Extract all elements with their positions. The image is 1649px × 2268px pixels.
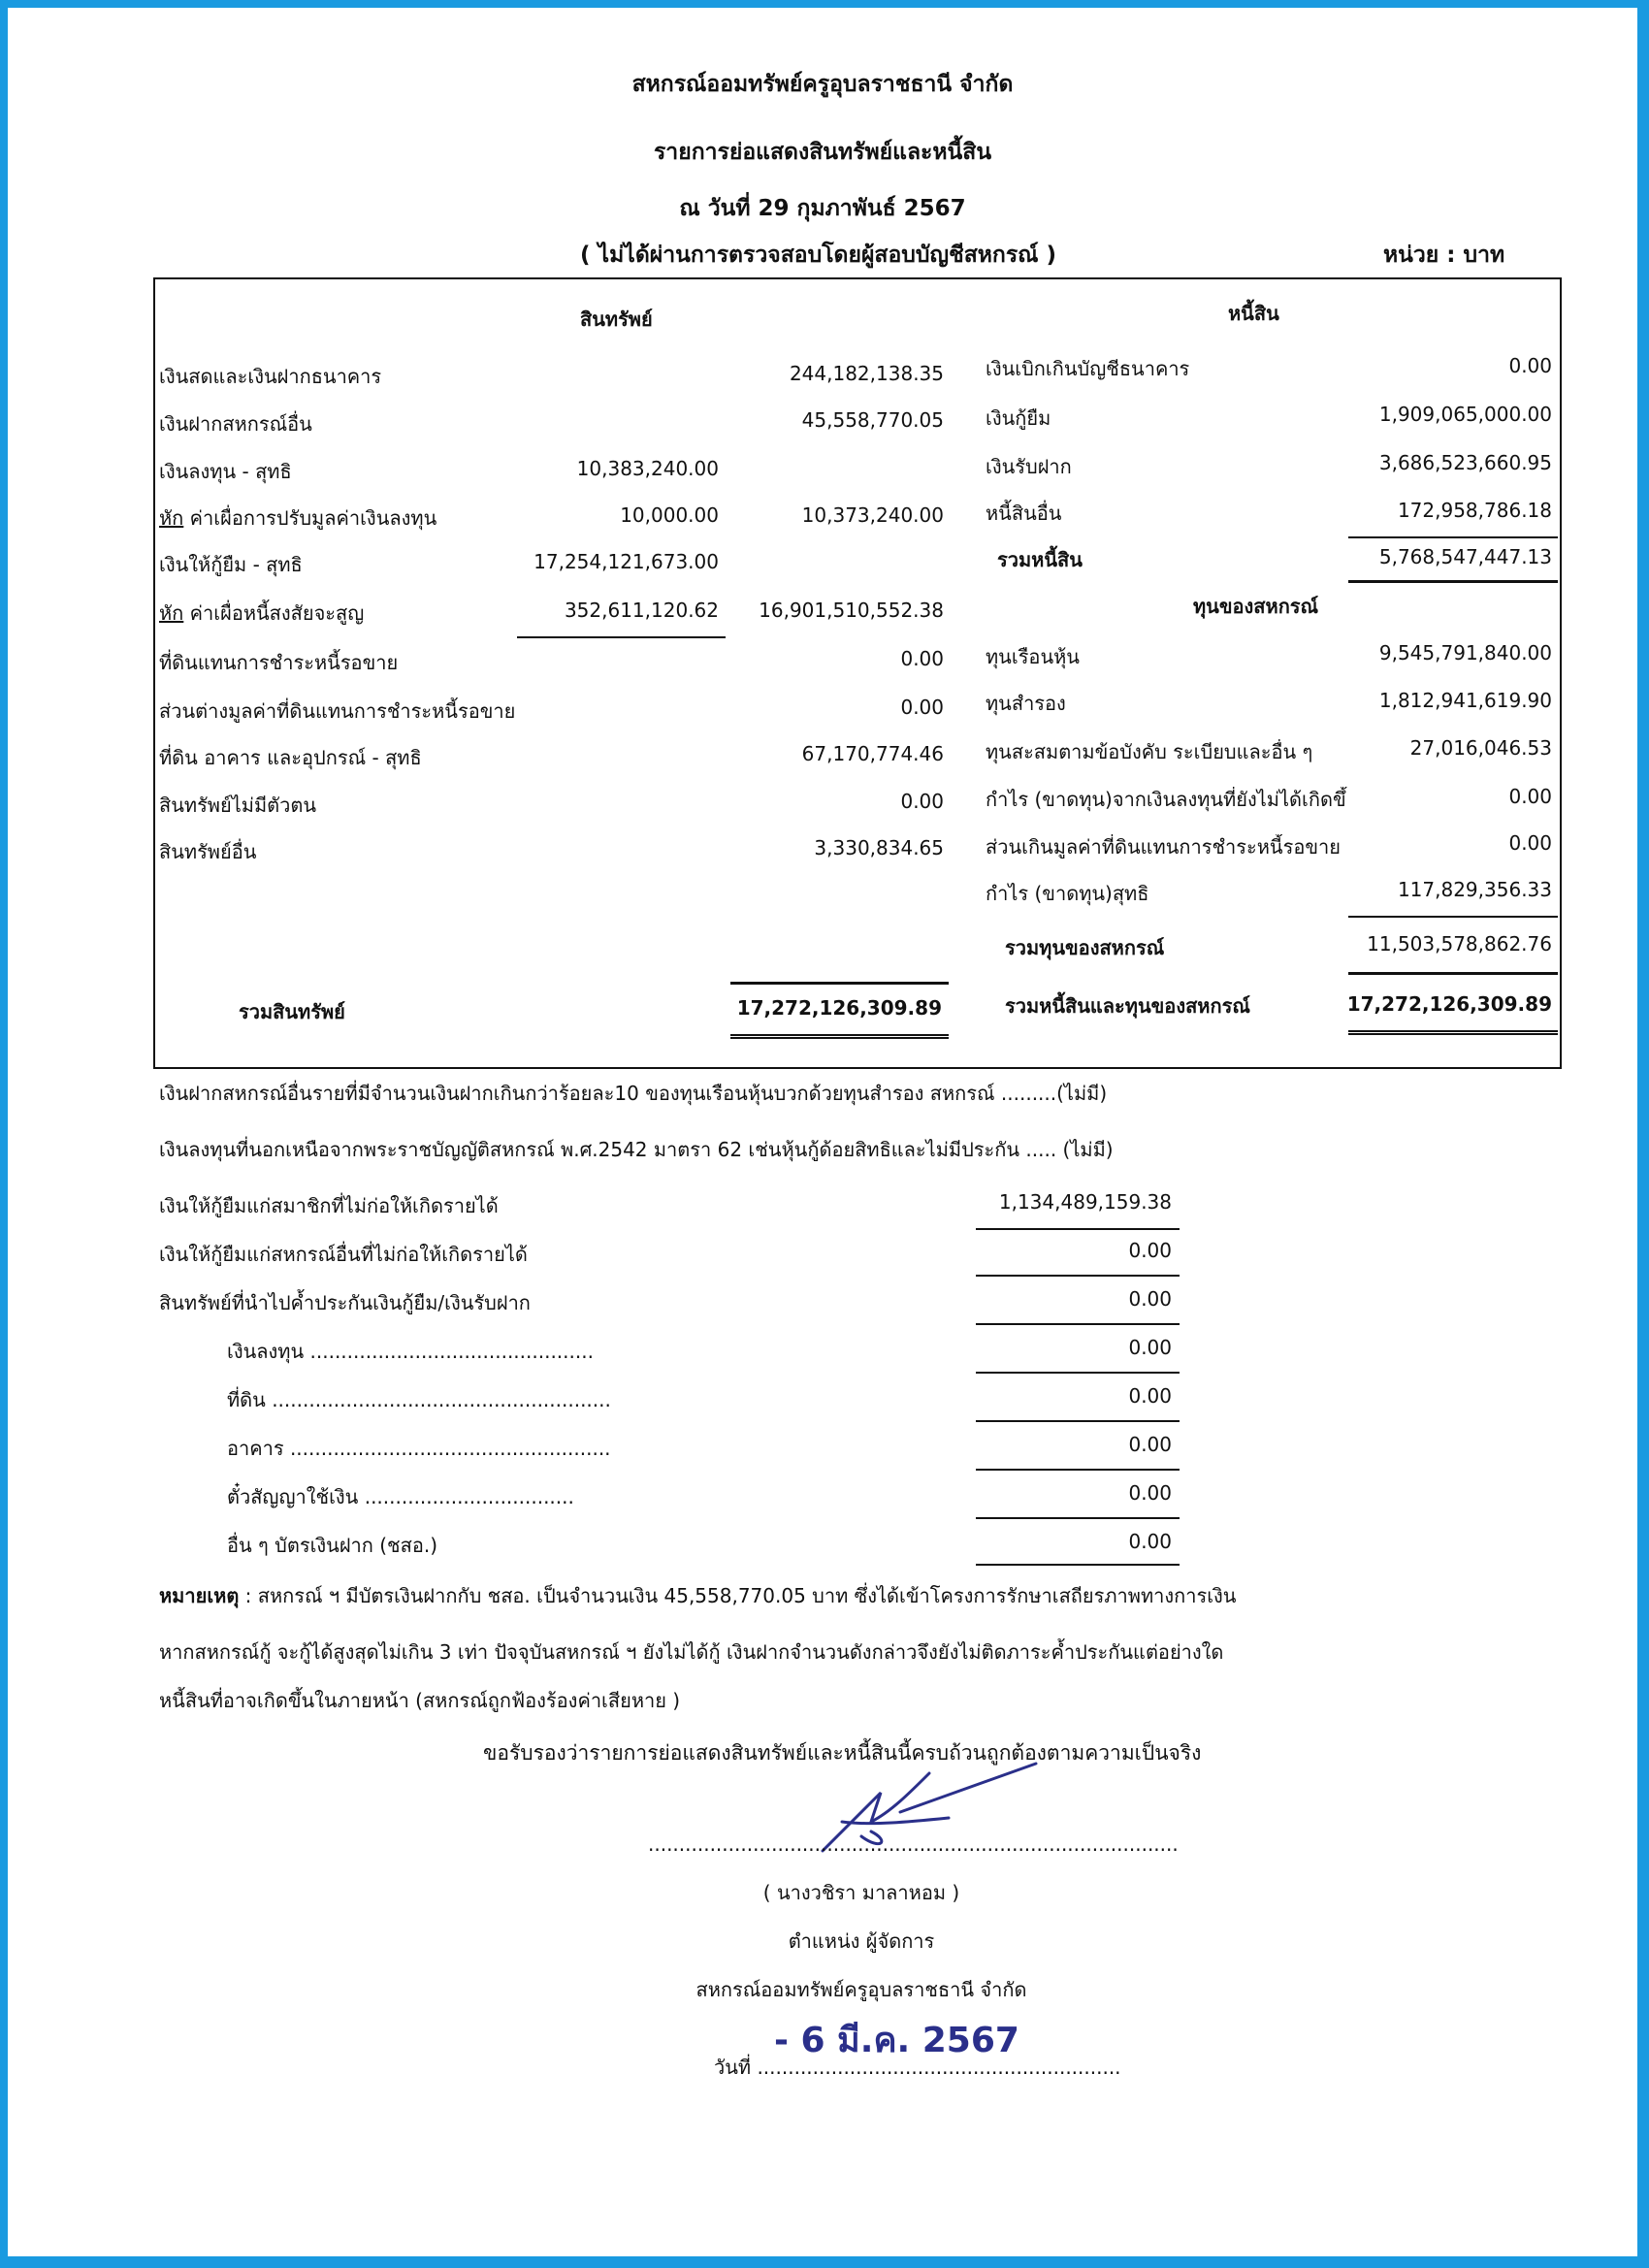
liabilities-subtotal-line	[1348, 536, 1558, 538]
note-item-label: อาคาร ....................................................	[227, 1437, 611, 1460]
asset-label: เงินให้กู้ยืม - สุทธิ	[159, 553, 303, 576]
asset-value: 3,330,834.65	[814, 836, 944, 859]
note-item-label: ที่ดิน .......................................................	[227, 1388, 611, 1411]
equity-label: ทุนสะสมตามข้อบังคับ ระเบียบและอื่น ๆ	[986, 740, 1313, 763]
note-rule	[976, 1564, 1180, 1566]
asset-value: 16,901,510,552.38	[759, 599, 944, 622]
equity-label: กำไร (ขาดทุน)สุทธิ	[986, 882, 1149, 905]
assets-heading: สินทรัพย์	[580, 308, 653, 331]
asset-subvalue: 10,000.00	[620, 503, 719, 527]
asset-subvalue: 10,383,240.00	[576, 457, 719, 480]
signer-position: ตำแหน่ง ผู้จัดการ	[788, 1929, 935, 1953]
deduct-prefix: หัก	[159, 601, 184, 625]
equity-label: กำไร (ขาดทุน)จากเงินลงทุนที่ยังไม่ได้เกิดขึ้	[986, 788, 1346, 811]
asset-label: ที่ดินแทนการชำระหนี้รอขาย	[159, 651, 399, 674]
asset-value: 0.00	[900, 647, 944, 670]
note-rule	[976, 1323, 1180, 1325]
note-rule	[976, 1469, 1180, 1471]
total-liabilities-value: 5,768,547,447.13	[1378, 545, 1552, 568]
liability-value: 3,686,523,660.95	[1378, 451, 1552, 474]
note-item-label: สินทรัพย์ที่นำไปค้ำประกันเงินกู้ยืม/เงินรับฝาก	[159, 1291, 531, 1314]
asset-value: 0.00	[900, 696, 944, 719]
grand-total-value: 17,272,126,309.89	[1346, 992, 1552, 1016]
note-item-value: 0.00	[1128, 1433, 1172, 1456]
equity-value: 117,829,356.33	[1397, 878, 1552, 901]
asset-label: ส่วนต่างมูลค่าที่ดินแทนการชำระหนี้รอขาย	[159, 699, 516, 723]
total-liabilities-label: รวมหนี้สิน	[997, 548, 1083, 571]
note-rule	[976, 1517, 1180, 1519]
note-rule	[976, 1372, 1180, 1374]
remark-line: หากสหกรณ์กู้ จะกู้ได้สูงสุดไม่เกิน 3 เท่า ปัจจุบันสหกรณ์ ฯ ยังไม่ได้กู้ เงินฝากจำนวนดังกล่าวจึงยังไม่ติดภาระค้ำประกันแต่อย่างใด	[159, 1640, 1224, 1664]
asset-deduction-row	[159, 505, 436, 531]
note-item-value: 0.00	[1128, 1239, 1172, 1262]
liabilities-heading: หนี้สิน	[1228, 302, 1279, 325]
liability-value: 1,909,065,000.00	[1378, 403, 1552, 426]
note-item-value: 0.00	[1128, 1287, 1172, 1311]
note-item-value: 1,134,489,159.38	[998, 1190, 1172, 1214]
asset-subvalue: 17,254,121,673.00	[534, 550, 719, 573]
subtotal-underline	[517, 636, 726, 638]
grand-total-label: รวมหนี้สินและทุนของสหกรณ์	[1005, 994, 1250, 1018]
signer-org: สหกรณ์ออมทรัพย์ครูอุบลราชธานี จำกัด	[695, 1978, 1027, 2001]
report-date: ณ วันที่ 29 กุมภาพันธ์ 2567	[679, 196, 966, 221]
asset-value: 45,558,770.05	[801, 408, 944, 432]
liability-label: หนี้สินอื่น	[986, 502, 1062, 525]
total-equity-underline	[1348, 972, 1558, 975]
equity-value: 27,016,046.53	[1409, 736, 1552, 760]
asset-label: สินทรัพย์อื่น	[159, 840, 257, 863]
equity-label: ทุนเรือนหุ้น	[986, 645, 1080, 668]
deduct-prefix: หัก	[159, 506, 184, 530]
total-equity-label: รวมทุนของสหกรณ์	[1005, 936, 1165, 959]
remark-label: หมายเหตุ	[159, 1584, 240, 1607]
note-item-value: 0.00	[1128, 1384, 1172, 1408]
signer-name: ( นางวชิรา มาลาหอม )	[762, 1881, 960, 1904]
certification-text: ขอรับรองว่ารายการย่อแสดงสินทรัพย์และหนี้สินนี้ครบถ้วนถูกต้องตามความเป็นจริง	[483, 1741, 1202, 1765]
liability-value: 0.00	[1508, 354, 1552, 377]
equity-value: 9,545,791,840.00	[1378, 641, 1552, 664]
remark-text: : สหกรณ์ ฯ มีบัตรเงินฝากกับ ชสอ. เป็นจำนวนเงิน 45,558,770.05 บาท ซึ่งได้เข้าโครงการรักษาเสถียรภาพทางการเงิน	[239, 1584, 1237, 1607]
asset-label: สินทรัพย์ไม่มีตัวตน	[159, 794, 317, 817]
grand-total-double-underline	[1348, 1030, 1558, 1035]
date-stamp: - 6 มี.ค. 2567	[774, 2021, 1019, 2060]
note-item-label: เงินลงทุน ..............................................	[227, 1340, 594, 1363]
note-item-value: 0.00	[1128, 1481, 1172, 1505]
liability-label: เงินกู้ยืม	[986, 406, 1051, 430]
asset-label: เงินฝากสหกรณ์อื่น	[159, 412, 312, 436]
liability-label: เงินเบิกเกินบัญชีธนาคาร	[986, 357, 1190, 380]
asset-deduction-row	[159, 600, 364, 626]
liability-value: 172,958,786.18	[1397, 499, 1552, 522]
asset-label: ค่าเผื่อหนี้สงสัยจะสูญ	[183, 601, 365, 625]
asset-label: ที่ดิน อาคาร และอุปกรณ์ - สุทธิ	[159, 746, 422, 769]
note-item-value: 0.00	[1128, 1530, 1172, 1553]
note-item-value: 0.00	[1128, 1336, 1172, 1359]
note-rule	[976, 1275, 1180, 1277]
asset-value: 244,182,138.35	[789, 362, 944, 385]
total-equity-value: 11,503,578,862.76	[1367, 932, 1552, 956]
remark-line: หนี้สินที่อาจเกิดขึ้นในภายหน้า (สหกรณ์ถูกฟ้องร้องค่าเสียหาย )	[159, 1689, 681, 1712]
note-item-label: เงินให้กู้ยืมแก่สหกรณ์อื่นที่ไม่ก่อให้เกิดรายได้	[159, 1243, 528, 1266]
total-assets-label: รวมสินทรัพย์	[239, 1000, 345, 1023]
note-rule	[976, 1420, 1180, 1422]
equity-label: ทุนสำรอง	[986, 692, 1066, 715]
asset-label: เงินลงทุน - สุทธิ	[159, 460, 292, 483]
total-assets-topline	[730, 982, 949, 985]
asset-value: 67,170,774.46	[801, 742, 944, 765]
note-item-label: เงินให้กู้ยืมแก่สมาชิกที่ไม่ก่อให้เกิดรายได้	[159, 1194, 499, 1217]
asset-value: 10,373,240.00	[801, 503, 944, 527]
remark-line	[159, 1583, 1236, 1608]
equity-subtotal-line	[1348, 916, 1558, 918]
equity-label: ส่วนเกินมูลค่าที่ดินแทนการชำระหนี้รอขาย	[986, 835, 1341, 859]
total-assets-double-underline	[730, 1034, 949, 1039]
asset-label: เงินสดและเงินฝากธนาคาร	[159, 365, 382, 388]
audit-note: ( ไม่ได้ผ่านการตรวจสอบโดยผู้สอบบัญชีสหกรณ์ )	[580, 243, 1057, 268]
equity-heading: ทุนของสหกรณ์	[1193, 595, 1319, 618]
report-title: รายการย่อแสดงสินทรัพย์และหนี้สิน	[653, 140, 992, 165]
note-item-label: ตั๋วสัญญาใช้เงิน ..................................	[227, 1485, 574, 1508]
note-line: เงินฝากสหกรณ์อื่นรายที่มีจำนวนเงินฝากเกินกว่าร้อยละ10 ของทุนเรือนหุ้นบวกด้วยทุนสำรอง สหกรณ์ .........(ไม่มี)	[159, 1082, 1108, 1105]
org-name: สหกรณ์ออมทรัพย์ครูอุบลราชธานี จำกัด	[631, 72, 1014, 97]
note-line: เงินลงทุนที่นอกเหนือจากพระราชบัญญัติสหกรณ์ พ.ศ.2542 มาตรา 62 เช่นหุ้นกู้ด้อยสิทธิและไม่มีประกัน ..... (ไม่มี)	[159, 1138, 1114, 1161]
note-rule	[976, 1228, 1180, 1230]
liability-label: เงินรับฝาก	[986, 455, 1072, 478]
equity-value: 0.00	[1508, 831, 1552, 855]
equity-value: 1,812,941,619.90	[1378, 689, 1552, 712]
total-liabilities-underline	[1348, 580, 1558, 583]
asset-value: 0.00	[900, 790, 944, 813]
asset-subvalue: 352,611,120.62	[564, 599, 719, 622]
signature-dots: ......................................................................................	[648, 1832, 1179, 1856]
unit-label: หน่วย : บาท	[1383, 243, 1505, 268]
document-page	[8, 8, 1637, 2256]
note-item-label: อื่น ๆ บัตรเงินฝาก (ชสอ.)	[227, 1534, 438, 1557]
total-assets-value: 17,272,126,309.89	[736, 996, 942, 1020]
asset-label: ค่าเผื่อการปรับมูลค่าเงินลงทุน	[183, 506, 437, 530]
sign-date-line: วันที่ ...........................................................	[714, 2056, 1121, 2079]
equity-value: 0.00	[1508, 785, 1552, 808]
